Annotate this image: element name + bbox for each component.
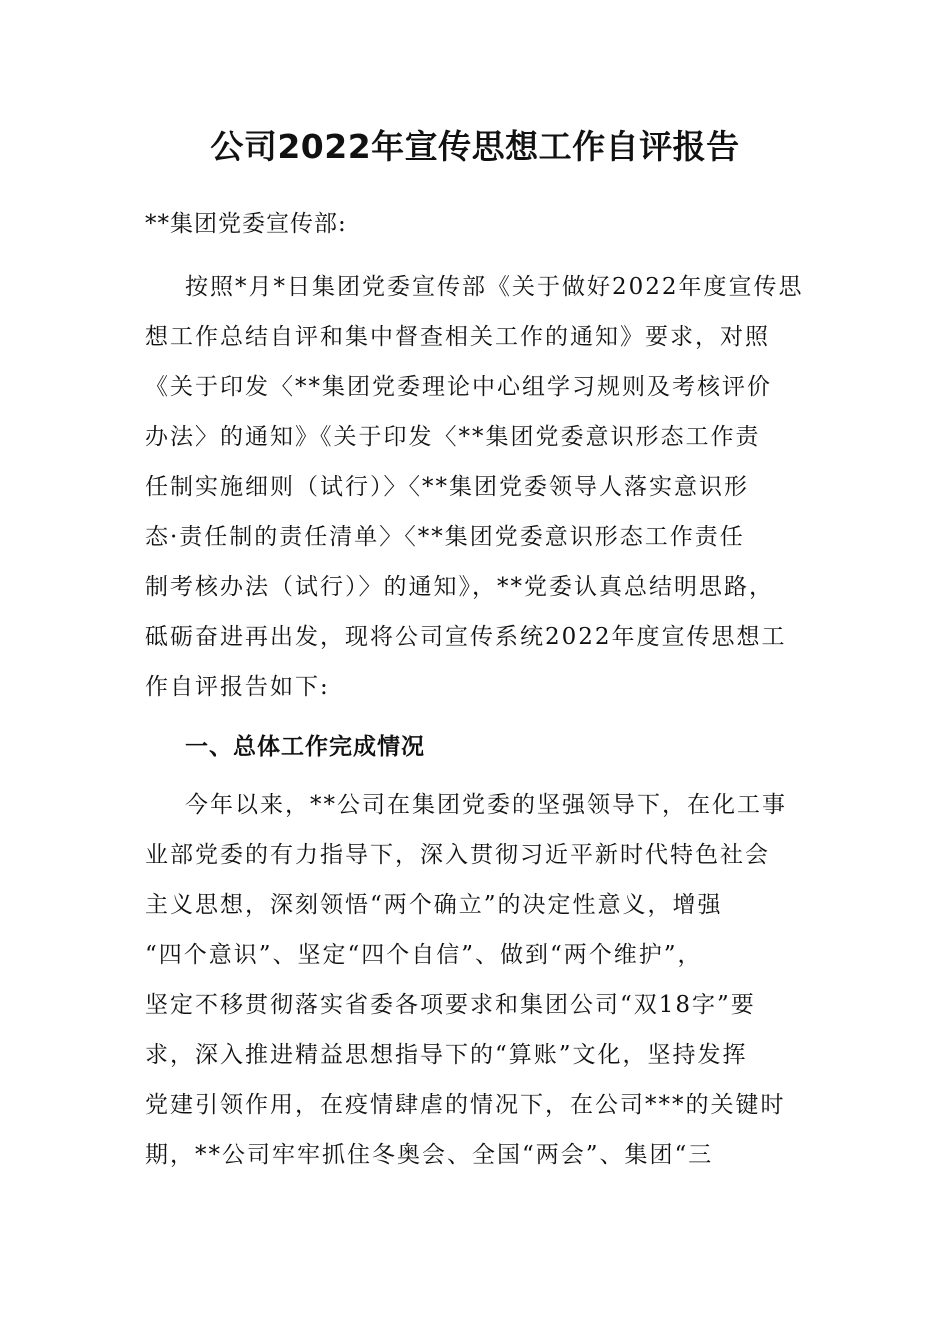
salutation: **集团党委宣传部: [145, 211, 347, 237]
paragraph-overview [145, 780, 825, 1180]
paragraph-line: 态·责任制的责任清单〉〈**集团党委意识形态工作责任 [145, 524, 745, 550]
document-title: 公司2022年宣传思想工作自评报告 [210, 127, 740, 166]
paragraph-line: 《关于印发〈**集团党委理论中心组学习规则及考核评价 [145, 374, 772, 400]
paragraph-line: 求，深入推进精益思想指导下的“算账”文化，坚持发挥 [145, 1042, 748, 1068]
paragraph-line: 办法〉的通知》《关于印发〈**集团党委意识形态工作责 [145, 424, 761, 450]
paragraph-line: 砥砺奋进再出发，现将公司宣传系统2022年度宣传思想工 [145, 624, 787, 650]
paragraph-line: 制考核办法（试行）〉的通知》，**党委认真总结明思路， [145, 574, 774, 600]
paragraph-line: “四个意识”、坚定“四个自信”、做到“两个维护”， [145, 942, 703, 968]
paragraph-line: 想工作总结自评和集中督查相关工作的通知》要求，对照 [145, 324, 770, 350]
paragraph-line: 任制实施细则（试行）〉〈**集团党委领导人落实意识形 [145, 474, 749, 500]
section-heading: 一、总体工作完成情况 [185, 734, 425, 760]
paragraph-line: 主义思想，深刻领悟“两个确立”的决定性意义，增强 [145, 892, 723, 918]
paragraph-line: 今年以来，**公司在集团党委的坚强领导下，在化工事 [185, 792, 787, 818]
paragraph-line: 作自评报告如下: [145, 674, 330, 700]
paragraph-line: 按照*月*日集团党委宣传部《关于做好2022年度宣传思 [185, 274, 804, 300]
paragraph-line: 坚定不移贯彻落实省委各项要求和集团公司“双18字”要 [145, 992, 756, 1018]
paragraph-line: 党建引领作用，在疫情肆虐的情况下，在公司***的关键时 [145, 1092, 786, 1118]
paragraph-line: 业部党委的有力指导下，深入贯彻习近平新时代特色社会 [145, 842, 770, 868]
paragraph-intro [145, 262, 825, 712]
paragraph-line: 期，**公司牢牢抓住冬奥会、全国“两会”、集团“三 [145, 1142, 714, 1168]
